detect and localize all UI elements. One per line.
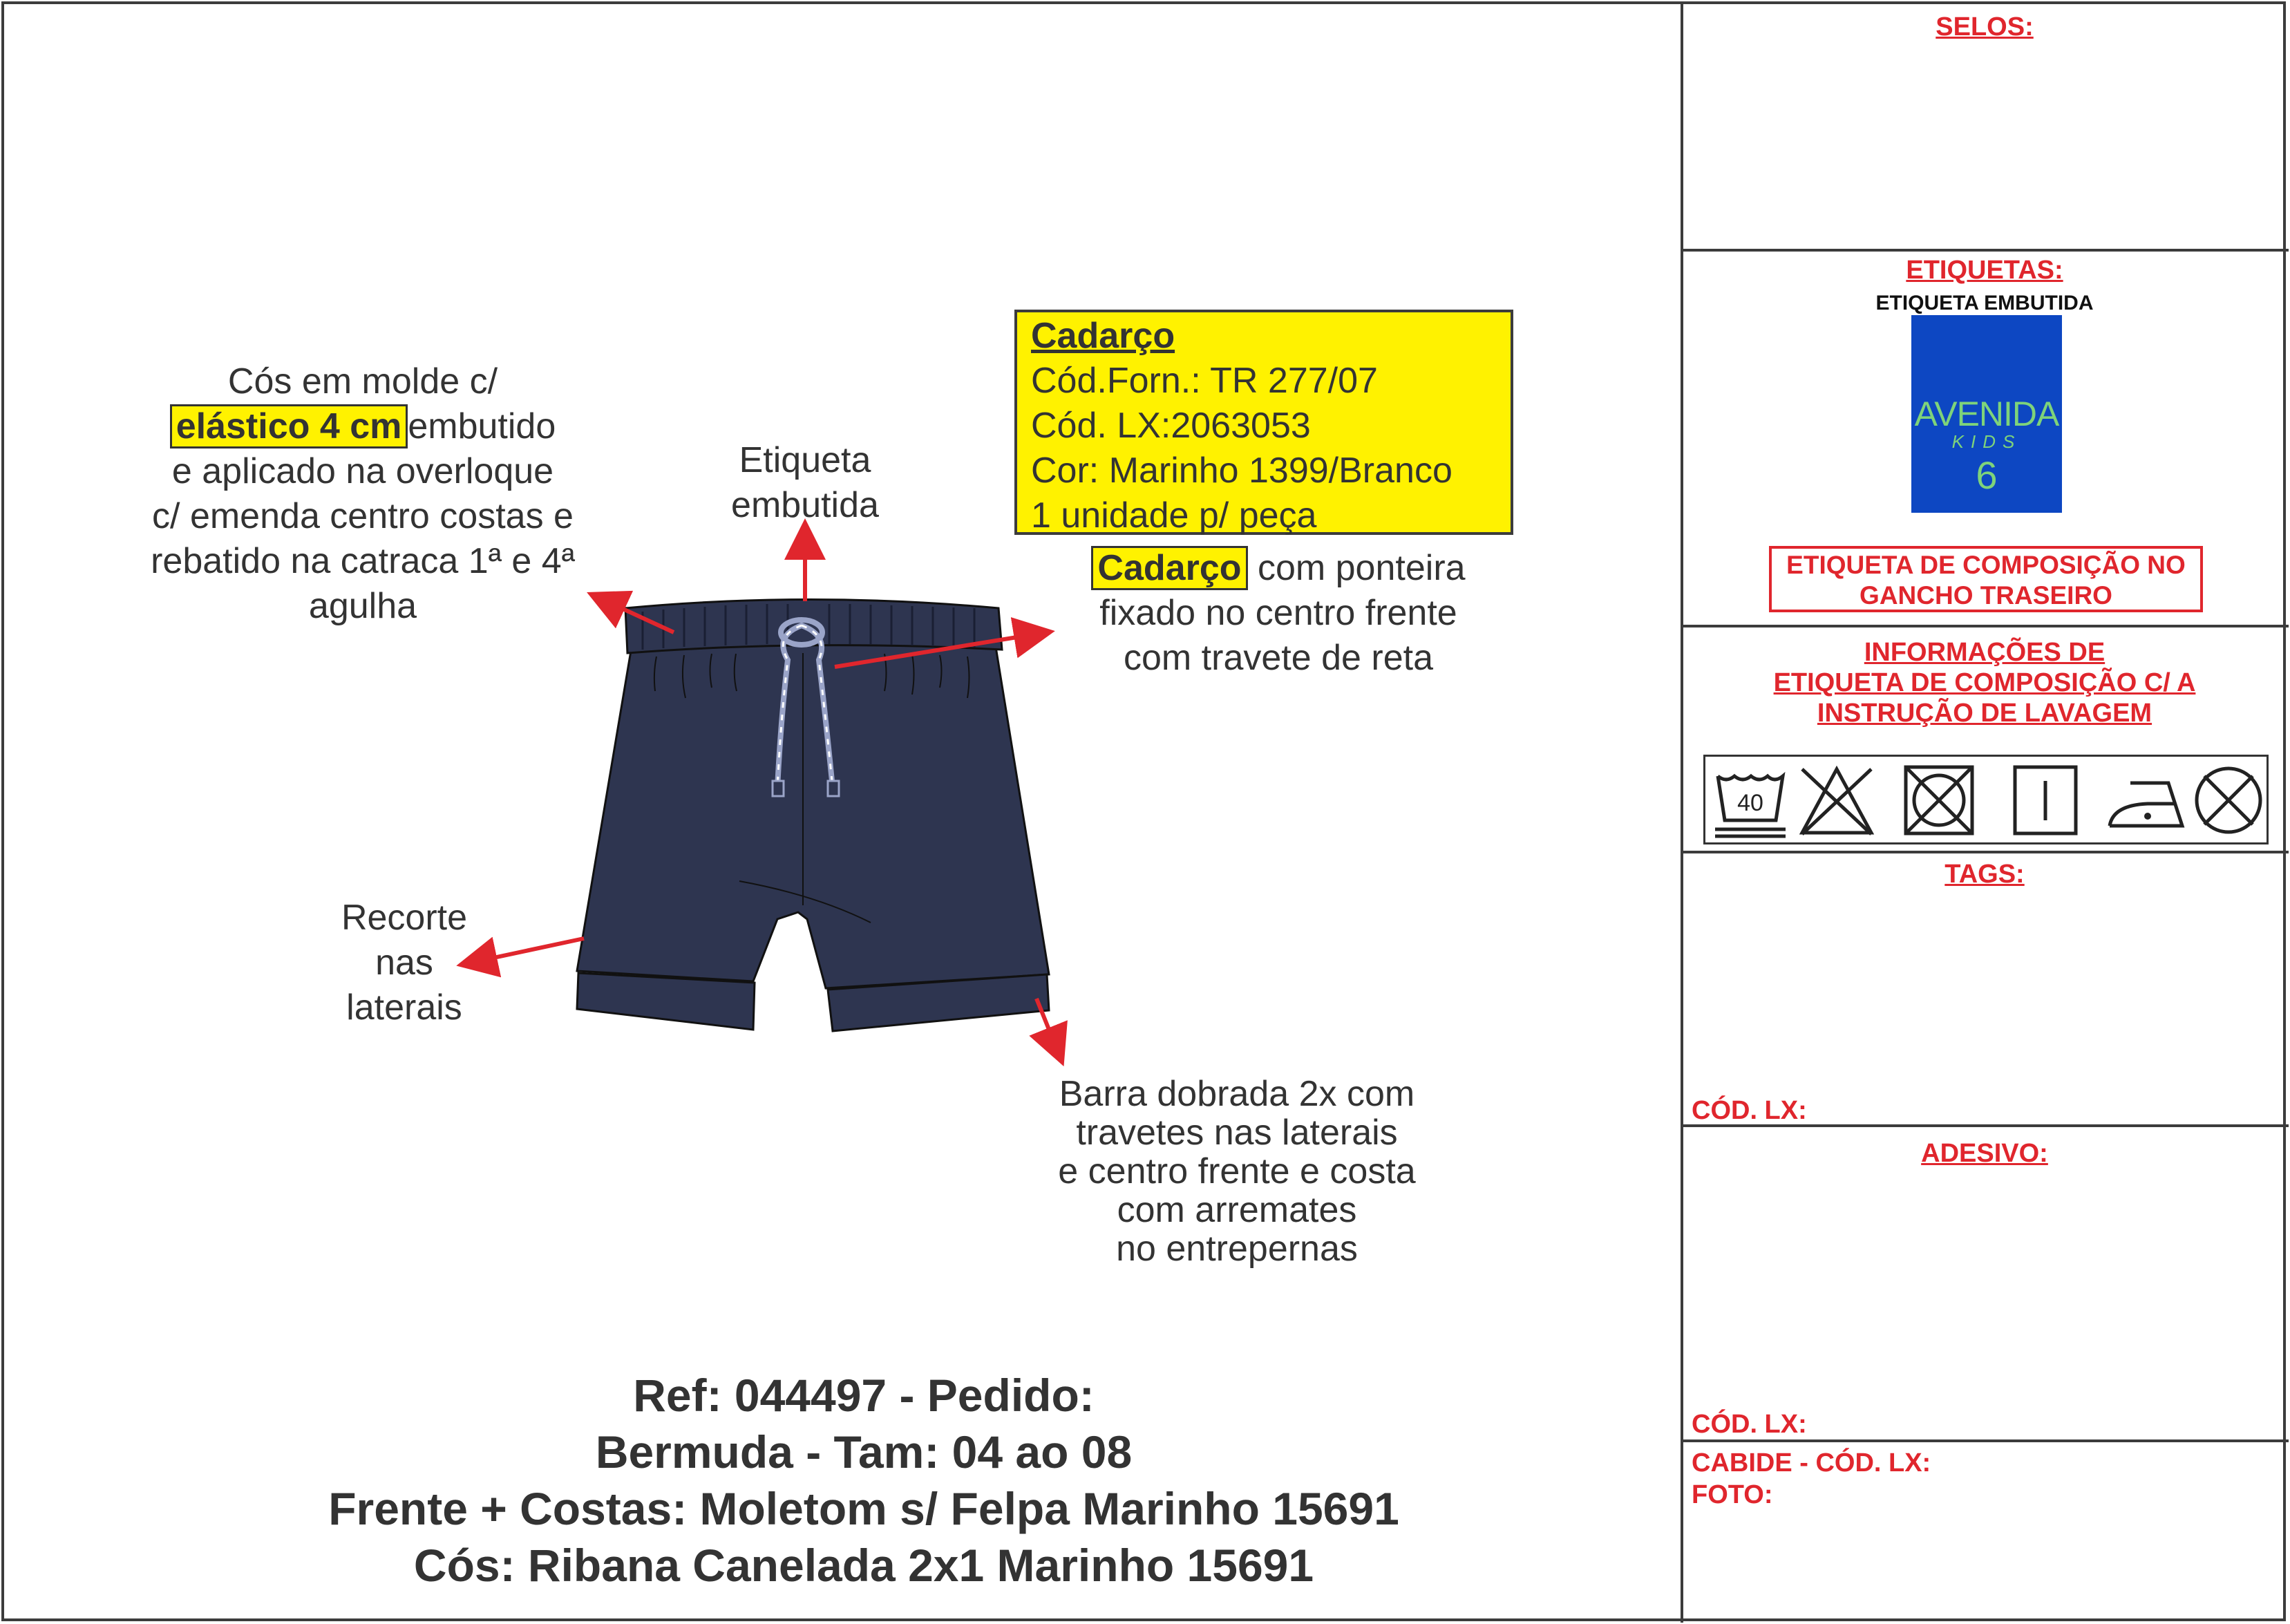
info-line-3: INSTRUÇÃO DE LAVAGEM [1817,699,2152,728]
barra-line-4: com arremates [1117,1190,1357,1230]
etiqueta-embutida-label: ETIQUETA EMBUTIDA [1875,292,2094,314]
no-dry-clean-icon [2197,768,2260,832]
no-tumble-dry-icon [1906,767,1972,833]
cadarco-spec-title: Cadarço [1031,316,1175,356]
cos-line-6: agulha [308,586,417,626]
brand-size: 6 [1976,453,1998,497]
cos-line-1: Cós em molde c/ [227,361,498,402]
cadarco-spec-line-4: 1 unidade p/ peça [1031,495,1317,536]
cos-line-5: rebatido na catraca 1ª e 4ª [151,541,575,581]
sidebar-divider [1681,1,1683,1623]
cadarco-line-3: com travete de reta [1124,638,1433,678]
cadarco-spec-line-1: Cód.Forn.: TR 277/07 [1031,361,1378,401]
adesivo-heading: ADESIVO: [1921,1139,2048,1168]
product-line: Bermuda - Tam: 04 ao 08 [595,1426,1133,1477]
tags-cod-lx: CÓD. LX: [1692,1096,1807,1125]
left-cuff [577,973,755,1030]
care-symbols-box [1703,755,2269,844]
foto-label: FOTO: [1692,1480,1773,1509]
brand-kids: KIDS [1951,431,2022,452]
ref-line: Ref: 044497 - Pedido: [633,1370,1095,1421]
info-line-1: INFORMAÇÕES DE [1864,638,2106,667]
cadarco-line-2: fixado no centro frente [1099,593,1457,633]
info-line-2: ETIQUETA DE COMPOSIÇÃO C/ A [1773,668,2196,697]
adesivo-cod-lx: CÓD. LX: [1692,1410,1807,1439]
waistband-line: Cós: Ribana Canelada 2x1 Marinho 15691 [413,1540,1314,1591]
wash-temp-text: 40 [1737,790,1763,816]
cos-highlight: elástico 4 cm [170,404,408,449]
cabide-label: CABIDE - CÓD. LX: [1692,1448,1931,1477]
cadarco-spec-line-3: Cor: Marinho 1399/Branco [1031,451,1452,491]
cos-line-4: c/ emenda centro costas e [152,496,574,536]
shorts-body [577,643,1049,988]
bottom-specs [207,1367,1520,1594]
barra-line-5: no entrepernas [1116,1229,1358,1269]
divider-5 [1681,1439,2289,1442]
barra-line-2: travetes nas laterais [1076,1113,1398,1153]
info-heading [1683,637,2286,728]
iron-icon [2110,783,2182,826]
tags-heading: TAGS: [1944,860,2025,889]
selos-heading: SELOS: [1936,12,2034,41]
divider-2 [1681,625,2289,627]
recorte-line-1: Recorte [341,898,468,938]
brand-name: AVENIDA [1914,395,2059,433]
etiquetas-heading: ETIQUETAS: [1906,256,2063,285]
divider-1 [1681,249,2289,252]
cos-after: embutido [408,406,556,446]
composition-line-2: GANCHO TRASEIRO [1860,581,2112,610]
etiqueta-line-2: embutida [731,485,879,525]
etiqueta-line-1: Etiqueta [739,440,871,480]
divider-3 [1681,851,2289,853]
recorte-line-3: laterais [346,988,462,1028]
fabric-line: Frente + Costas: Moletom s/ Felpa Marinho 15691 [328,1483,1399,1534]
cadarco-spec-line-2: Cód. LX:2063053 [1031,406,1311,446]
no-bleach-icon [1802,769,1871,834]
cos-line-3: e aplicado na overloque [171,451,554,491]
barra-line-1: Barra dobrada 2x com [1059,1074,1415,1114]
line-dry-icon [2015,767,2076,833]
cadarco-highlight: Cadarço [1091,546,1247,590]
composition-label-box [1769,546,2203,612]
care-symbols [1705,757,2267,842]
recorte-line-2: nas [375,943,433,983]
cadarco-after: com ponteira [1257,548,1466,588]
barra-line-3: e centro frente e costa [1058,1151,1416,1191]
brand-label [1911,315,2062,513]
composition-line-1: ETIQUETA DE COMPOSIÇÃO NO [1786,551,2186,579]
